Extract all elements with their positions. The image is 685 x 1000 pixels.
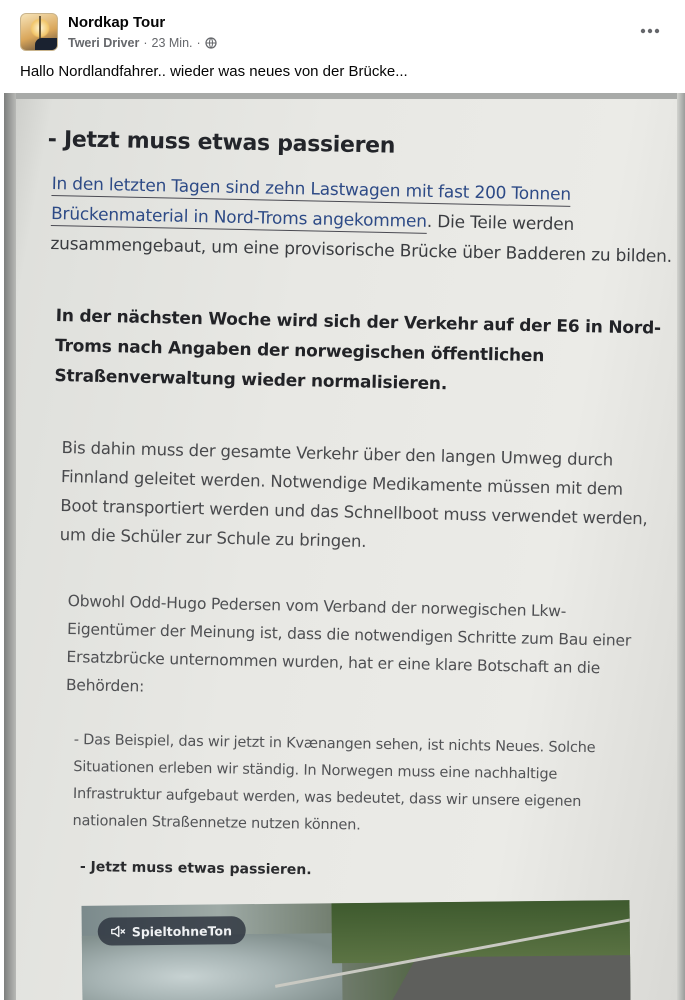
paragraph-line: zusammengebaut, um eine provisorische Brücke über Badderen zu bilden.	[50, 233, 673, 267]
article-link: Brückenmaterial in Nord-Troms angekommen	[50, 203, 428, 232]
paragraph-text: . Die Teile werden	[426, 211, 575, 235]
paragraph-line: Infrastruktur aufgebaut werden, was bedeutet, dass wir unsere eigenen	[72, 785, 582, 810]
paragraph-line: - Das Beispiel, das wir jetzt in Kvænangen sehen, ist nichts Neues. Solche	[73, 731, 596, 757]
article-title: - Jetzt muss etwas passieren	[47, 127, 396, 159]
paragraph-line: Bis dahin muss der gesamte Verkehr über den langen Umweg durch	[61, 437, 614, 470]
post-header	[0, 0, 685, 92]
meta-separator: ·	[143, 36, 148, 50]
article-video[interactable]	[81, 900, 630, 1000]
paragraph-line: Obwohl Odd-Hugo Pedersen vom Verband der norwegischen Lkw-	[67, 591, 567, 621]
paragraph-line: Troms nach Angaben der norwegischen öffentlichen	[54, 335, 545, 367]
article-closing-quote: - Jetzt muss etwas passieren.	[79, 859, 312, 879]
page-name[interactable]: Nordkap Tour	[68, 14, 166, 31]
post-meta	[68, 36, 217, 50]
paragraph-line: Finnland geleitet werden. Notwendige Medikamente müssen mit dem	[60, 466, 624, 499]
post-author[interactable]: Tweri Driver	[68, 36, 140, 50]
article-link: In den letzten Tagen sind zehn Lastwagen mit fast 200 Tonnen	[51, 173, 572, 205]
article-paragraph-4	[66, 587, 632, 711]
play-without-sound-button[interactable]	[98, 916, 246, 946]
paragraph-line: nationalen Straßennetze nutzen können.	[72, 812, 361, 834]
article-paragraph-1	[50, 169, 673, 272]
paragraph-line: In der nächsten Woche wird sich der Verkehr auf der E6 in Nord-	[55, 305, 662, 339]
post-text: Hallo Nordlandfahrer.. wieder was neues von der Brücke...	[20, 63, 408, 80]
more-options-button[interactable]	[632, 16, 668, 46]
more-horizontal-icon	[640, 28, 660, 34]
paragraph-line: Behörden:	[65, 675, 145, 696]
post-time[interactable]: 23 Min.	[151, 36, 193, 50]
paragraph-line: Straßenverwaltung wieder normalisieren.	[54, 365, 448, 395]
article-paragraph-3	[59, 433, 649, 562]
video-label: SpieltohneTon	[131, 922, 233, 939]
paragraph-line: um die Schüler zur Schule zu bringen.	[59, 524, 367, 551]
paragraph-line: Eigentümer der Meinung ist, dass die notwendigen Schritte zum Bau einer	[66, 619, 632, 650]
paragraph-line: Ersatzbrücke unternommen wurden, hat er eine klare Botschaft an die	[66, 647, 601, 678]
paragraph-line: Boot transportiert werden und das Schnellboot muss verwendet werden,	[60, 495, 648, 529]
page-avatar[interactable]	[20, 13, 58, 51]
meta-separator: ·	[196, 36, 201, 50]
article-paragraph-5	[72, 727, 595, 843]
paragraph-line: Situationen erleben wir ständig. In Norwegen muss eine nachhaltige	[73, 758, 558, 783]
speaker-muted-icon	[110, 924, 126, 938]
article-paragraph-2	[54, 301, 661, 404]
globe-icon	[205, 37, 217, 49]
post-photo[interactable]	[4, 93, 685, 1000]
